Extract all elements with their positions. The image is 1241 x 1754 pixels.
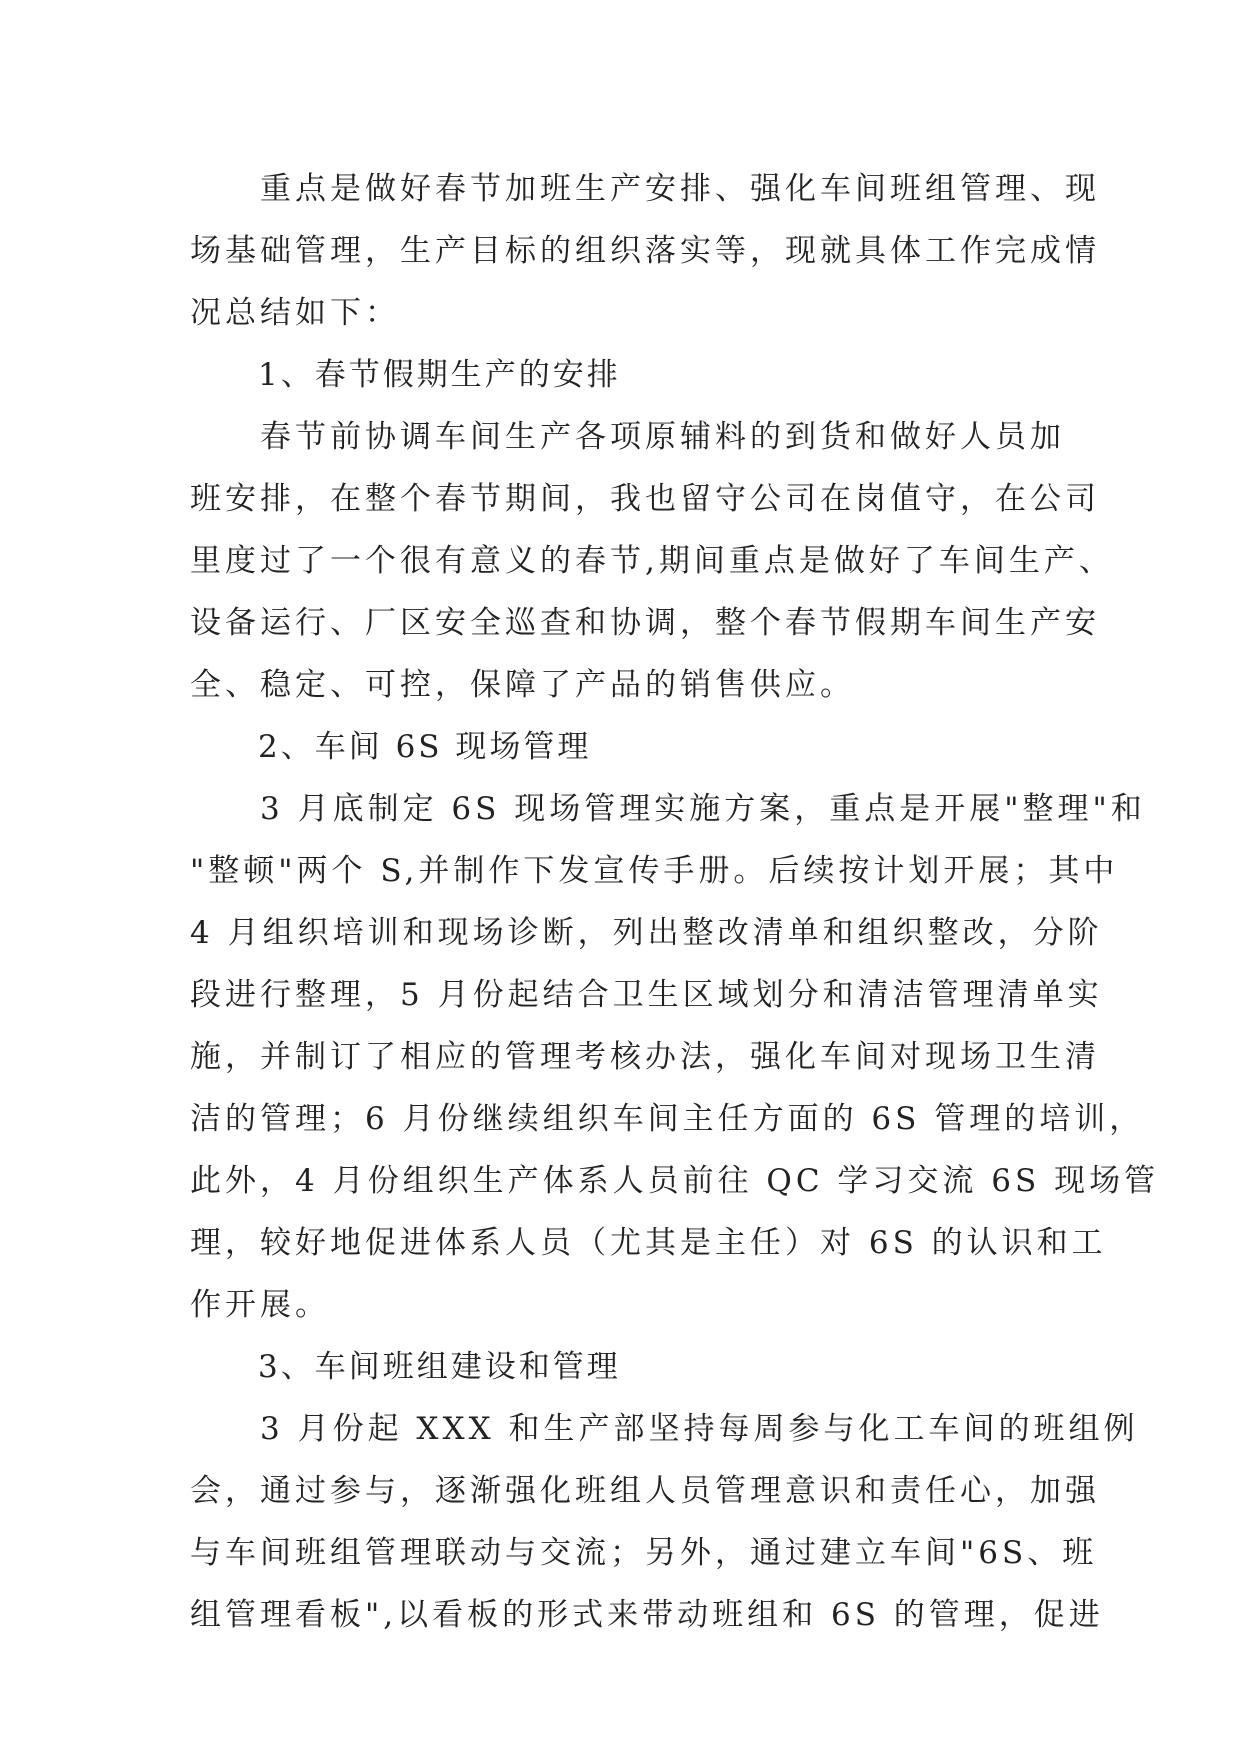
paragraph-line: 设备运行、厂区安全巡查和协调，整个春节假期车间生产安	[190, 605, 1100, 641]
paragraph-line: 3 月份起 XXX 和生产部坚持每周参与化工车间的班组例	[190, 1411, 1139, 1447]
paragraph-line: 况总结如下：	[190, 295, 400, 331]
paragraph-line: 全、稳定、可控，保障了产品的销售供应。	[190, 667, 855, 703]
paragraph-line: 里度过了一个很有意义的春节,期间重点是做好了车间生产、	[190, 543, 1114, 579]
paragraph-line: 春节前协调车间生产各项原辅料的到货和做好人员加	[190, 419, 1065, 455]
paragraph-line: 洁的管理；6 月份继续组织车间主任方面的 6S 管理的培训，	[190, 1101, 1145, 1137]
paragraph-line: 组管理看板",以看板的形式来带动班组和 6S 的管理，促进	[190, 1597, 1104, 1633]
paragraph-line: 施，并制订了相应的管理考核办法，强化车间对现场卫生清	[190, 1039, 1100, 1075]
paragraph-line: "整顿"两个 S,并制作下发宣传手册。后续按计划开展；其中	[190, 853, 1119, 889]
section-heading-2: 2、车间 6S 现场管理	[190, 729, 592, 765]
paragraph-line: 重点是做好春节加班生产安排、强化车间班组管理、现	[190, 171, 1100, 207]
paragraph-line: 场基础管理，生产目标的组织落实等，现就具体工作完成情	[190, 233, 1100, 269]
paragraph-line: 班安排，在整个春节期间，我也留守公司在岗值守，在公司	[190, 481, 1100, 517]
paragraph-line: 会，通过参与，逐渐强化班组人员管理意识和责任心，加强	[190, 1473, 1100, 1509]
paragraph-line: 与车间班组管理联动与交流；另外，通过建立车间"6S、班	[190, 1535, 1098, 1571]
paragraph-line: 3 月底制定 6S 现场管理实施方案，重点是开展"整理"和	[190, 791, 1146, 827]
paragraph-line: 4 月组织培训和现场诊断，列出整改清单和组织整改，分阶	[190, 915, 1103, 951]
paragraph-line: 理，较好地促进体系人员（尤其是主任）对 6S 的认识和工	[190, 1225, 1107, 1261]
paragraph-line: 段进行整理，5 月份起结合卫生区域划分和清洁管理清单实	[190, 977, 1103, 1013]
section-heading-3: 3、车间班组建设和管理	[190, 1349, 621, 1385]
paragraph-line: 此外，4 月份组织生产体系人员前往 QC 学习交流 6S 现场管	[190, 1163, 1160, 1199]
paragraph-line: 作开展。	[190, 1287, 330, 1323]
section-heading-1: 1、春节假期生产的安排	[190, 357, 621, 393]
document-body	[190, 158, 1160, 1646]
